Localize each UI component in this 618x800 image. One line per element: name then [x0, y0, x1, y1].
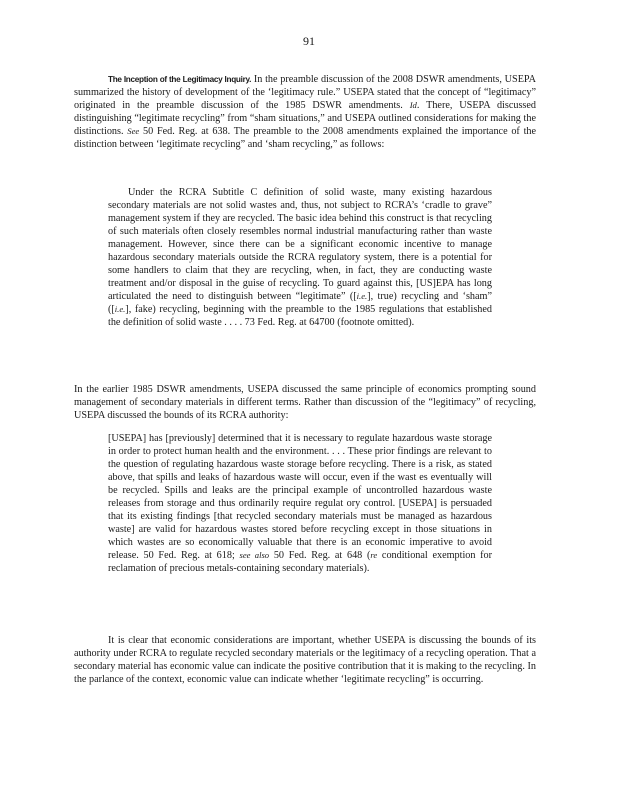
paragraph-text: 50 Fed. Reg. at 638. The preamble to the 2008 amendments explained the importance of the distinction between ‘legitimate recycling” and ‘sham recycling,” as follows:	[74, 126, 537, 150]
quote-text: Under the RCRA Subtitle C definition of solid waste, many existing hazardous secondary materials are not solid wastes and, thus, not subject to RCRA’s ‘cradle to grave” management system if they are recycled. The basic idea behind this construct is that recycling of such materials often closely resembles normal industrial manufacturing rather than waste management. However, since there can be a significant economic incentive to manage hazardous secondary materials outside the RCRA regulatory system, there is a potential for some handlers to claim that they are recycling, when, in fact, they are conducting waste treatment and/or disposal in the guise of recycling. To guard against this, [US]EPA has long articulated the need to distinguish between “legitimate” ([	[108, 187, 492, 302]
quote-text: [USEPA] has [previously] determined that it is necessary to regulate hazardous waste storage in order to protect human health and the environment. . . . These prior findings are relevant to the question of regulating hazardous waste storage before recycling. There is a risk, as stated above, that spills and leaks of hazardous waste will occur, even if the wast es eventually will be recycled. Spills and leaks are the principal example of uncontrolled hazardous waste releases from storage and thus ordinarily require regulat ory control. [USEPA] is persuaded that its existing findings [that recycled secondary materials must be managed as hazardous waste] are valid for hazardous wastes stored before recycling except in those situations in which wastes are so economically valuable that there is an economic imperative to avoid release. 50 Fed. Reg. at 618;	[108, 433, 492, 561]
page-number: 91	[303, 34, 315, 48]
quote-text: conditional exemption for reclamation of precious metals-containing secondary materials).	[108, 550, 493, 574]
citation-signal-see-also: see also	[239, 550, 270, 560]
block-quote-1985-preamble	[108, 432, 492, 575]
paragraph-legitimacy-inception	[74, 73, 536, 151]
paragraph-text: It is clear that economic considerations are important, whether USEPA is discussing the bounds of its authority under RCRA to regulate recycled secondary materials or the legitimacy of a recycling operation. That a secondary material has economic value can indicate the positive contribution that it is making to the recycling. In the parlance of the context, economic value can indicate whether ‘legitimate recycling” is occurring.	[74, 635, 536, 685]
quote-text: ], fake) recycling, beginning with the preamble to the 1985 regulations that established the definition of solid waste . . . . 73 Fed. Reg. at 64700 (footnote omitted).	[108, 304, 492, 328]
citation-signal-id: Id	[409, 100, 417, 110]
paragraph-text: . There, USEPA discussed distinguishing “legitimate recycling” from “sham situations,” and USEPA outlined considerations for making the distinctions.	[74, 100, 537, 137]
citation-signal-see: See	[127, 126, 140, 136]
section-heading: The Inception of the Legitimacy Inquiry.	[108, 75, 252, 84]
citation-signal-re: re	[370, 550, 378, 560]
block-quote-2008-preamble	[108, 186, 492, 329]
quote-text: 50 Fed. Reg. at 648 (	[273, 550, 371, 561]
paragraph-economic-considerations	[74, 634, 536, 686]
quote-text: ], true) recycling and ‘sham” ([	[108, 291, 492, 315]
paragraph-text: In the preamble discussion of the 2008 DSWR amendments, USEPA summarized the history of development of the ‘legitimacy rule.” USEPA stated that the concept of “legitimacy” originated in the preamble discussion of the 1985 DSWR amendments.	[74, 74, 537, 111]
citation-signal-ie: i.e.	[114, 304, 126, 314]
paragraph-1985-amendments: In the earlier 1985 DSWR amendments, USEPA discussed the same principle of economics prompting sound management of secondary materials in different terms. Rather than discussion of the “legitimacy” of recycling, USEPA discussed the bounds of its RCRA authority:	[74, 384, 536, 421]
citation-signal-ie: i.e.	[356, 291, 368, 301]
